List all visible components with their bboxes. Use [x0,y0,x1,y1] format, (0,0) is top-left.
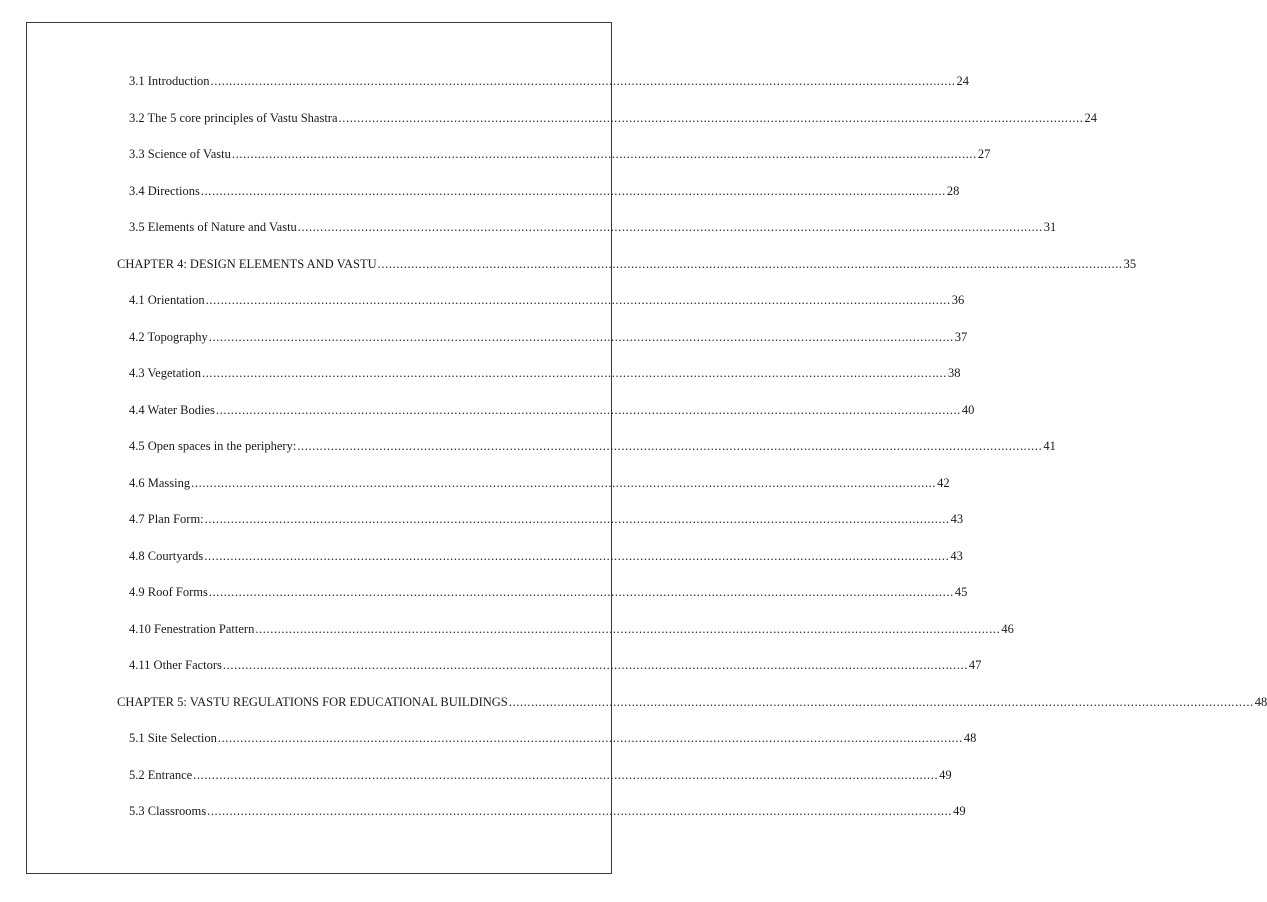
toc-entry-page-number: 43 [950,512,964,526]
toc-section-entry[interactable] [129,363,961,383]
toc-dot-leader: ........................................................................................................................................................................................................ [208,329,954,344]
toc-entry-page-number: 28 [946,183,960,198]
toc-dot-leader: ........................................................................................................................................................................................................ [338,110,1084,125]
toc-section-entry[interactable] [129,473,950,493]
toc-chapter-entry[interactable] [117,254,1137,274]
toc-entry-page-number: 31 [1043,220,1057,234]
toc-entry-page-number: 38 [947,366,961,380]
toc-dot-leader: ........................................................................................................................................................................................................ [200,183,946,198]
toc-dot-leader: ........................................................................................................................................................................................................ [231,147,977,161]
toc-dot-leader: ........................................................................................................................................................................................................ [508,694,1254,709]
toc-section-entry[interactable] [129,108,1098,128]
toc-entry-title: 3.2 The 5 core principles of Vastu Shastra [129,110,338,125]
toc-entry-page-number: 49 [953,804,966,818]
toc-dot-leader: ........................................................................................................................................................................................................ [210,74,956,88]
toc-entry-page-number: 42 [937,475,950,490]
toc-entry-title: 4.7 Plan Form: [129,512,204,526]
toc-section-entry[interactable] [129,801,966,821]
toc-entry-page-number: 24 [1084,110,1098,125]
toc-dot-leader: ........................................................................................................................................................................................................ [377,256,1123,271]
toc-section-entry[interactable] [129,655,982,675]
toc-entry-title: 4.6 Massing [129,475,191,490]
toc-entry-page-number: 35 [1123,256,1137,271]
toc-entry-page-number: 49 [939,767,952,782]
toc-dot-leader: ........................................................................................................................................................................................................ [193,767,939,782]
toc-entry-title: 5.2 Entrance [129,767,193,782]
toc-entry-title: 4.4 Water Bodies [129,402,215,417]
toc-entry-title: 3.1 Introduction [129,74,210,88]
toc-dot-leader: ........................................................................................................................................................................................................ [204,512,950,526]
toc-section-entry[interactable] [129,327,968,347]
toc-dot-leader: ........................................................................................................................................................................................................ [207,804,953,818]
toc-entry-page-number: 43 [950,548,963,563]
toc-entry-page-number: 45 [954,585,968,599]
toc-entry-title: 4.5 Open spaces in the periphery: [129,439,297,453]
toc-section-entry[interactable] [129,546,963,566]
toc-entry-page-number: 36 [951,293,965,307]
toc-entry-title: CHAPTER 4: DESIGN ELEMENTS AND VASTU [117,256,377,271]
toc-entry-title: CHAPTER 5: VASTU REGULATIONS FOR EDUCATIONAL BUILDINGS [117,694,508,709]
toc-section-entry[interactable] [129,71,970,91]
toc-dot-leader: ........................................................................................................................................................................................................ [297,220,1043,234]
toc-section-entry[interactable] [129,400,975,420]
toc-dot-leader: ........................................................................................................................................................................................................ [205,293,951,307]
toc-entry-page-number: 40 [961,402,975,417]
toc-dot-leader: ........................................................................................................................................................................................................ [255,621,1001,636]
toc-section-entry[interactable] [129,144,991,164]
toc-entry-title: 3.5 Elements of Nature and Vastu [129,220,297,234]
toc-dot-leader: ........................................................................................................................................................................................................ [191,475,937,490]
toc-entry-page-number: 41 [1043,439,1056,453]
toc-entry-title: 5.3 Classrooms [129,804,207,818]
toc-entry-page-number: 37 [954,329,968,344]
toc-section-entry[interactable] [129,217,1057,237]
toc-entry-page-number: 48 [963,731,977,745]
toc-entry-title: 4.8 Courtyards [129,548,204,563]
toc-section-entry[interactable] [129,619,1014,639]
toc-entry-page-number: 24 [956,74,970,88]
toc-entry-title: 4.2 Topography [129,329,208,344]
toc-section-entry[interactable] [129,728,977,748]
toc-dot-leader: ........................................................................................................................................................................................................ [204,548,950,563]
toc-entry-page-number: 46 [1001,621,1014,636]
toc-entry-page-number: 47 [968,658,982,672]
toc-entry-title: 4.9 Roof Forms [129,585,208,599]
toc-dot-leader: ........................................................................................................................................................................................................ [208,585,954,599]
toc-dot-leader: ........................................................................................................................................................................................................ [201,366,947,380]
toc-section-entry[interactable] [129,181,960,201]
toc-entry-title: 4.1 Orientation [129,293,205,307]
toc-dot-leader: ........................................................................................................................................................................................................ [215,402,961,417]
toc-entry-title: 3.3 Science of Vastu [129,147,231,161]
toc-entry-page-number: 48 [1254,694,1267,709]
toc-section-entry[interactable] [129,290,965,310]
toc-section-entry[interactable] [129,582,968,602]
toc-dot-leader: ........................................................................................................................................................................................................ [217,731,963,745]
toc-section-entry[interactable] [129,509,964,529]
toc-dot-leader: ........................................................................................................................................................................................................ [222,658,968,672]
toc-entry-page-number: 27 [977,147,991,161]
toc-entry-title: 3.4 Directions [129,183,200,198]
toc-section-entry[interactable] [129,436,1056,456]
toc-chapter-entry[interactable] [117,692,1267,712]
toc-entry-title: 4.10 Fenestration Pattern [129,621,255,636]
toc-entry-title: 5.1 Site Selection [129,731,217,745]
toc-entry-title: 4.11 Other Factors [129,658,222,672]
toc-dot-leader: ........................................................................................................................................................................................................ [297,439,1043,453]
toc-entry-title: 4.3 Vegetation [129,366,201,380]
toc-section-entry[interactable] [129,765,952,785]
